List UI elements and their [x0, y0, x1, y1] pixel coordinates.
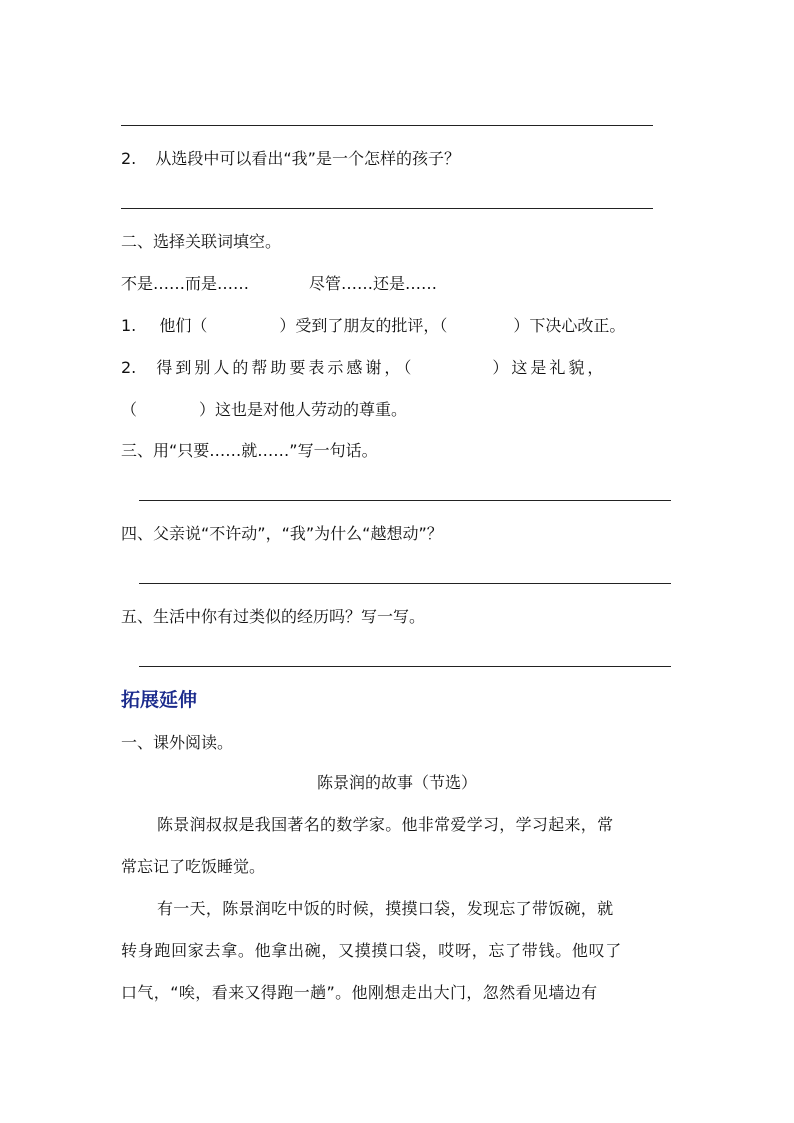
section-3-title: 三、用“只要……就……”写一句话。 — [121, 441, 378, 460]
extension-heading: 拓展延伸 — [121, 689, 198, 711]
question-2-text: 从选段中可以看出“我”是一个怎样的孩子？ — [155, 149, 460, 168]
story-line-1: 陈景润叔叔是我国著名的数学家。他非常爱学习，学习起来，常 — [157, 815, 614, 834]
fill-item-1-number: 1. — [121, 316, 137, 335]
fill-item-2-number: 2. — [121, 358, 137, 377]
story-line-5: 口气，“唉，看来又得跑一趟”。他刚想走出大门，忽然看见墙边有 — [121, 983, 598, 1002]
fill-item-2-part-a: 得到别人的帮助要表示感谢，（ — [156, 358, 415, 377]
fill-item-2-part-c: （ — [121, 400, 138, 419]
section-2-title: 二、选择关联词填空。 — [121, 232, 282, 251]
section-4-title: 四、父亲说“不许动”，“我”为什么“越想动”？ — [121, 524, 443, 543]
story-title: 陈景润的故事（节选） — [316, 773, 477, 792]
fill-item-1-part-b: ）受到了朋友的批评，（ — [279, 316, 448, 335]
fill-item-2-continued — [121, 400, 407, 420]
conjunction-option-2: 尽管……还是…… — [309, 274, 438, 293]
fill-item-1-part-a: 他们（ — [159, 316, 208, 335]
fill-item-2-part-b: ）这是礼貌， — [492, 358, 607, 377]
story-line-3: 有一天，陈景润吃中饭的时候，摸摸口袋，发现忘了带饭碗，就 — [157, 899, 614, 918]
answer-line-2 — [121, 208, 653, 209]
conjunction-option-1: 不是……而是…… — [121, 274, 250, 293]
fill-item-1-part-c: ）下决心改正。 — [513, 316, 626, 335]
question-2 — [121, 149, 460, 169]
story-line-4: 转身跑回家去拿。他拿出碗，又摸摸口袋，哎呀，忘了带钱。他叹了 — [121, 941, 623, 960]
story-line-2: 常忘记了吃饭睡觉。 — [121, 857, 266, 876]
answer-line-5 — [139, 666, 671, 667]
question-2-number: 2. — [121, 149, 137, 168]
answer-line-3 — [139, 500, 671, 501]
extension-subtitle: 一、课外阅读。 — [121, 733, 234, 752]
answer-line-1 — [121, 125, 653, 126]
fill-item-2 — [121, 358, 606, 378]
answer-line-4 — [139, 583, 671, 584]
fill-item-2-part-d: ）这也是对他人劳动的尊重。 — [199, 400, 408, 419]
section-5-title: 五、生活中你有过类似的经历吗？写一写。 — [121, 607, 426, 626]
fill-item-1 — [121, 316, 625, 336]
